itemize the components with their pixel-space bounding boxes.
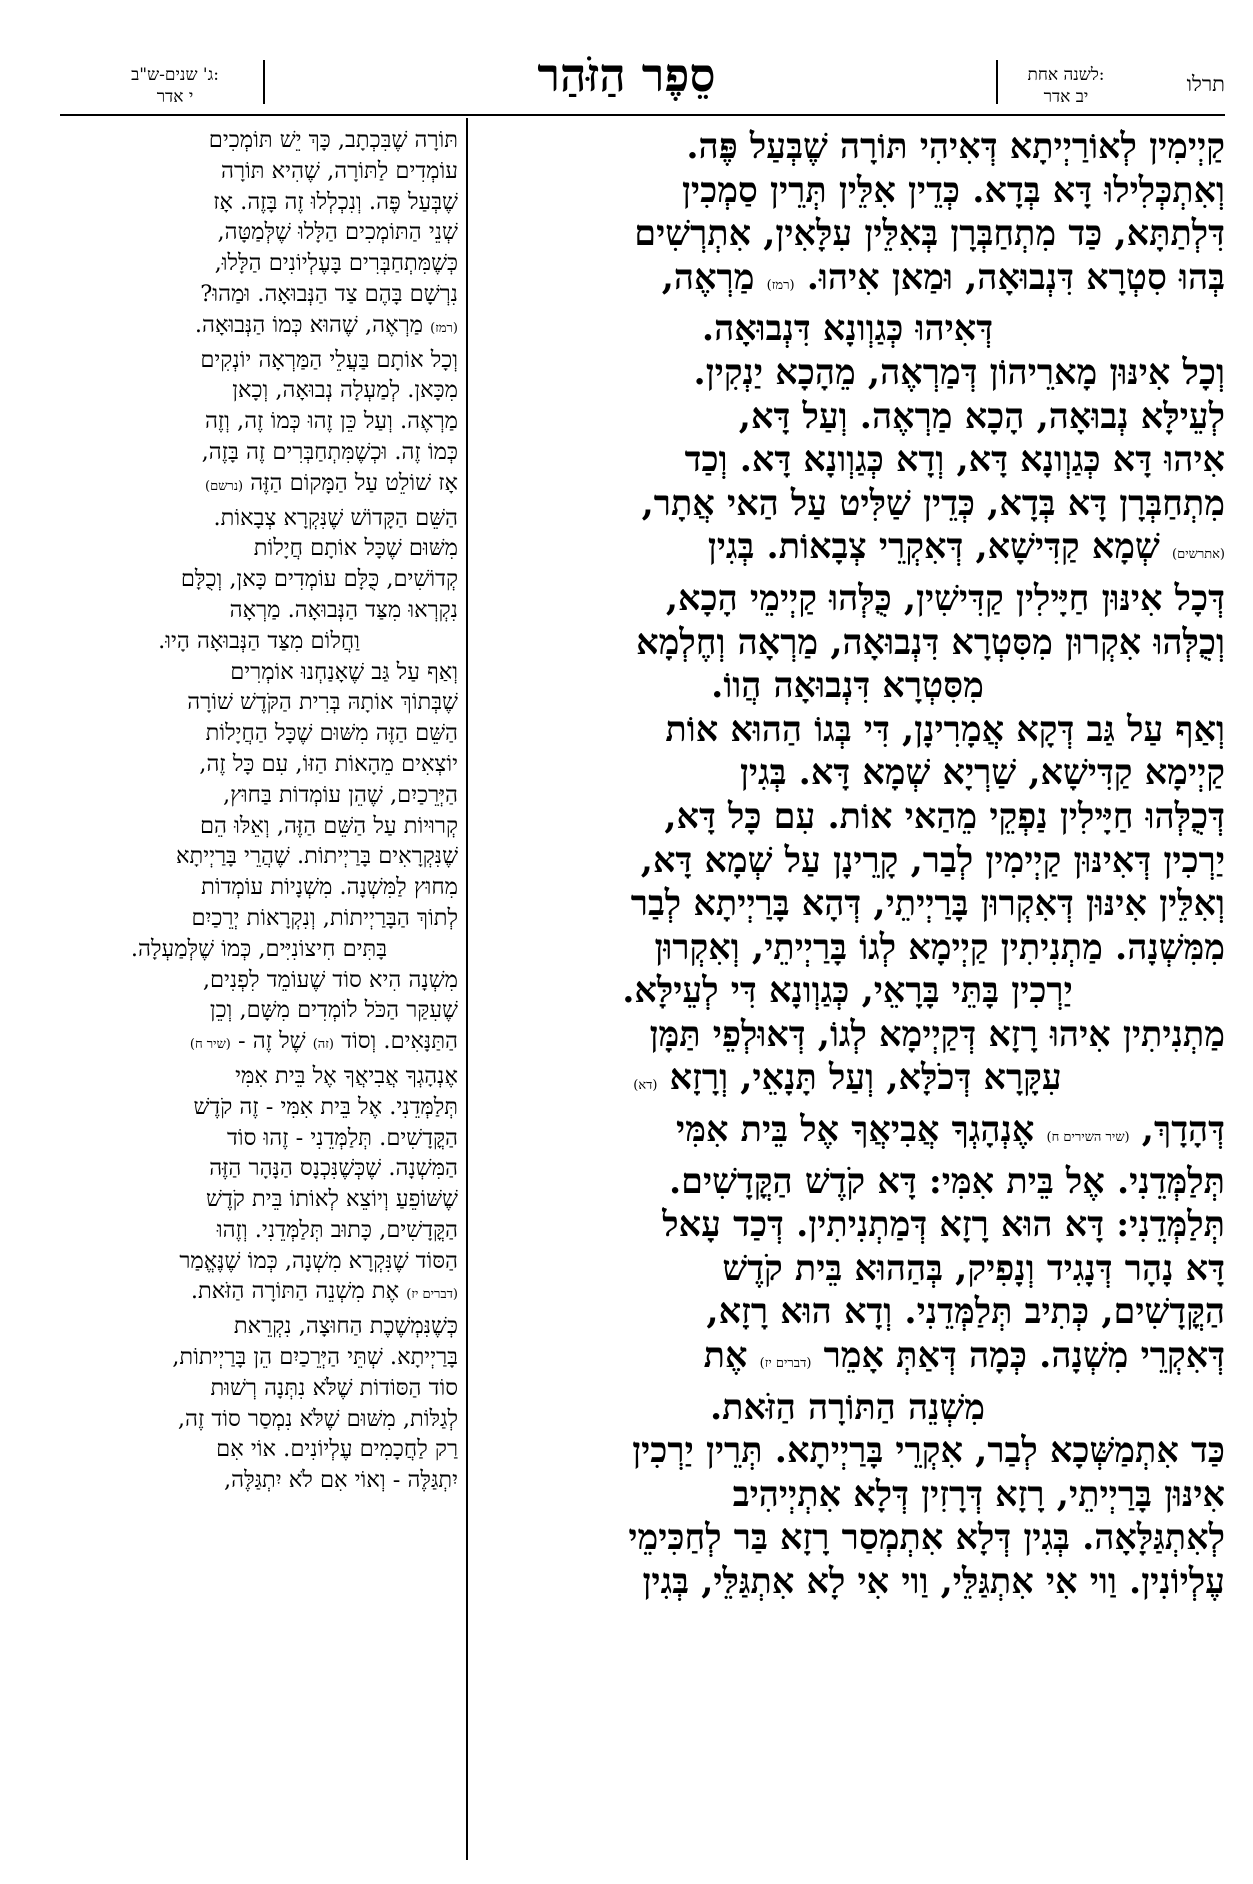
aramaic-text-line: מִשְׁנֵה הַתּוֹרָה הַזֹּאת. <box>709 1386 986 1428</box>
hebrew-text-line: שֶׁבְּתוֹךְ אוֹתָהּ בְּרִית הַקֹּדֶשׁ שׁוֹרָה <box>187 689 458 716</box>
header-divider-left <box>263 60 265 104</box>
hebrew-text-line: (רמז) מַרְאֶה, שֶׁהוּא כְּמוֹ הַנְּבוּאָה. <box>194 311 458 338</box>
aramaic-text-line: יַרְכִין דְּאִינּוּן קַיְימִין לְבַר, קָרֵינָן עַל שְׁמָא דָּא, <box>640 839 1225 881</box>
aramaic-text-line: מִתְחַבְּרָן דָּא בְּדָא, כְּדֵין שַׁלִּיט עַל הַאי אֲתָר, <box>641 482 1225 524</box>
aramaic-text-line: מִסִּטְרָא דִּנְבוּאָה הֲווֹ. <box>711 665 984 707</box>
hebrew-text-line: מַרְאֶה. וְעַל כֵּן זֶהוּ כְּמוֹ זֶה, וְזֶה <box>204 408 458 435</box>
reading-schedule-three-years-label: ג' שנים-ש"ב: <box>131 65 219 85</box>
hebrew-translation-column <box>60 125 458 1855</box>
aramaic-text-line: עִקָּרָא דְּכֹלָּא, וְעַל תָּנָאֵי, וְרָזָא (דא) <box>633 1057 1062 1099</box>
aramaic-text-line: אִינּוּן בָּרַיְיתֵי, רָזָא דְּרָזִין דְּלָא אִתְיְיהִיב <box>732 1473 1225 1515</box>
aramaic-text-line: לְאִתְגַּלָּאָה. בְּגִין דְּלָא אִתְמְסַר רָזָא בַּר לְחַכִּימֵי <box>628 1517 1225 1559</box>
aramaic-text-line: (אתרשים) שְׁמָא קַדִּישָׁא, דְּאִקְרֵי צְבָאוֹת. בְּגִין <box>707 526 1225 568</box>
source-reference: (זה) <box>312 1037 334 1053</box>
aramaic-text-line: תְּלַמְּדֵנִי: דָּא הוּא רָזָא דְּמַתְנִיתִין. דְּכַד עָאל <box>662 1204 1225 1246</box>
hebrew-text-line: הַקֳּדָשִׁים. תְּלַמְּדֵנִי - זֶהוּ סוֹד <box>226 1124 458 1151</box>
aramaic-text-line: תְּלַמְּדֵנִי. אֶל בֵּית אִמִּי: דָּא קֹדֶשׁ הַקֳּדָשִׁים. <box>668 1160 1225 1202</box>
hebrew-text-line: כְּמוֹ זֶה. וּכְשֶׁמִּתְחַבְּרִים זֶה בָּזֶה, <box>201 438 458 465</box>
aramaic-text-line: וְאִתְכְּלִילוּ דָּא בְּדָא. כְּדֵין אִלֵּין תְּרֵין סַמְכִין <box>681 169 1225 211</box>
aramaic-text-column <box>470 125 1225 1855</box>
reading-schedule-one-year-label: לשנה אחת: <box>1027 65 1105 85</box>
hebrew-text-line: הַקֳּדָשִׁים, כָּתוּב תְּלַמְּדֵנִי. וְזֶהוּ <box>216 1216 458 1243</box>
source-reference: (שיר ח) <box>189 1037 231 1053</box>
aramaic-text-line: וְכָל אִינּוּן מָארֵיהוֹן דְּמַרְאֶה, מֵהָכָא יַנְקִין. <box>693 351 1225 393</box>
hebrew-text-line: סוֹד הַסּוֹדוֹת שֶׁלֹּא נִתְּנָה רְשׁוּת <box>210 1374 458 1401</box>
hebrew-text-line: וַחֲלוֹם מִצַּד הַנְּבוּאָה הָיוּ. <box>158 627 360 654</box>
hebrew-text-line: אָז שׁוֹלֵט עַל הַמָּקוֹם הַזֶּה (נרשם) <box>205 469 458 496</box>
aramaic-text-line: כַּד אִתְמַשְּׁכָא לְבַר, אִקְרֵי בָּרַיְיתָא. תְּרֵין יַרְכִין <box>632 1430 1225 1472</box>
aramaic-text-line: דָּא נָהָר דְּנָגִיד וְנָפִיק, בְּהַהוּא בֵּית קֹדֶשׁ <box>722 1247 1225 1289</box>
aramaic-text-line: מִמִּשְׁנָה. מַתְנִיתִין קַיְימָא לְגוֹ בָּרַיְיתֵי, וְאִקְרוּן <box>654 926 1225 968</box>
aramaic-text-line: יַרְכִין בָּתֵּי בָּרָאֵי, כְּגַוְונָא דִּי לְעֵילָּא. <box>622 970 1073 1012</box>
hebrew-text-line: הַתַּנָּאִים. וְסוֹד (זה) שֶׁל זֶה - (שיר ח) <box>189 1028 458 1055</box>
page-number: תרלו <box>1186 72 1225 96</box>
hebrew-text-line: נִקְרְאוּ מִצַּד הַנְּבוּאָה. מַרְאָה <box>229 596 458 623</box>
hebrew-text-line: תּוֹרָה שֶׁבִּכְתָב, כָּךְ יֵשׁ תּוֹמְכִים <box>208 127 458 153</box>
hebrew-text-line: אֶנְהָגְךָ אֲבִיאֲךָ אֶל בֵּית אִמִּי <box>235 1062 458 1089</box>
aramaic-text-line: דְּהָדָךְ, (שיר השירים ח) אֶנְהָגְךָ אֲבִיאֲךָ אֶל בֵּית אִמִּי <box>676 1109 1225 1151</box>
hebrew-text-line: הַסּוֹד שֶׁנִּקְרָא מִשְׁנָה, כְּמוֹ שֶׁנֶּאֱמַר <box>179 1247 458 1274</box>
hebrew-text-line: בָּרַיְיתָא. שְׁתֵּי הַיְּרֵכַיִם הֵן בָּרַיְיתוֹת, <box>172 1344 458 1371</box>
reading-schedule-three-years-date: י אדר <box>156 87 194 107</box>
aramaic-text-line: וְאִלֵּין אִינּוּן דְּאִקְרוּן בָּרַיְיתֵי, דְּהָא בָּרַיְיתָא לְבַר <box>630 883 1225 925</box>
aramaic-text-line: קַיְימִין לְאוֹרַיְיתָא דְּאִיהִי תּוֹרָה שֶׁבְּעַל פֶּה. <box>686 126 1225 167</box>
header-divider-right <box>996 60 998 104</box>
source-reference: (נרשם) <box>205 478 244 494</box>
hebrew-text-line: שֶׁשּׁוֹפֵעַ וְיוֹצֵא לְאוֹתוֹ בֵּית קֹדֶשׁ <box>206 1186 458 1213</box>
hebrew-text-line: לְתוֹךְ הַבָּרַיְיתוֹת, וְנִקְרָאוֹת יְרֵכַיִם <box>191 904 458 931</box>
aramaic-text-line: עֶלְיוֹנִין. וַוי אִי אִתְגַּלֵּי, וַוי אִי לָא אִתְגַּלֵּי, בְּגִין <box>642 1561 1225 1602</box>
hebrew-text-line: מִחוּץ לַמִּשְׁנָה. מִשְׁנָיוֹת עוֹמְדוֹת <box>201 874 458 901</box>
hebrew-text-line: הַשֵּׁם הַזֶּה מִשּׁוּם שֶׁכָּל הַחֲיָלוֹת <box>205 720 458 747</box>
source-reference: (דא) <box>633 1078 658 1094</box>
hebrew-text-line: כְּשֶׁמִּתְחַבְּרִים בָּעֶלְיוֹנִים הַלָּלוּ, <box>214 250 458 277</box>
hebrew-text-line: שֶׁבְּעַל פֶּה. וְנִכְלְלוּ זֶה בָּזֶה. אָז <box>213 188 458 215</box>
hebrew-text-line: מִשְׁנָה הִיא סוֹד שֶׁעוֹמֵד לִפְנִים, <box>202 966 458 993</box>
hebrew-text-line: וְאַף עַל גַּב שֶׁאָנַחְנוּ אוֹמְרִים <box>230 658 458 685</box>
source-reference: (דברים יז) <box>759 1356 812 1372</box>
hebrew-text-line: קְדוֹשִׁים, כֻּלָּם עוֹמְדִים כָּאן, וְכֻלָּם <box>180 566 458 593</box>
hebrew-text-line: הַמִּשְׁנָה. שֶׁכְּשֶׁנִּכְנָס הַנָּהָר הַזֶּה <box>209 1155 458 1182</box>
aramaic-text-line: בְּהוּ סִטְרָא דִּנְבוּאָה, וּמַאן אִיהוּ. (רמז) מַרְאֶה, <box>661 256 1225 298</box>
aramaic-text-line: דְּכָל אִינּוּן חַיָּילִין קַדִּישִׁין, כֻּלְּהוּ קַיְימֵי הָכָא, <box>665 577 1225 619</box>
hebrew-text-line: הַיְּרֵכַיִם, שֶׁהֵן עוֹמְדוֹת בַּחוּץ, <box>223 781 458 808</box>
aramaic-text-line: הַקֳּדָשִׁים, כְּתִיב תְּלַמְּדֵנִי. וְדָא הוּא רָזָא, <box>706 1291 1225 1333</box>
hebrew-text-line: הַשֵּׁם הַקָּדוֹשׁ שֶׁנִּקְרָא צְבָאוֹת. <box>213 504 458 531</box>
aramaic-text-line: דְּאִיהוּ כְּגַוְונָא דִּנְבוּאָה. <box>701 308 994 350</box>
aramaic-text-line: דִּלְתַתָּא, כַּד מִתְחַבְּרָן בְּאִלֵּין עִלָּאִין, אִתְרְשִׁים <box>634 213 1225 255</box>
aramaic-text-line: קַיְימָא קַדִּישָׁא, שַׁרְיָא שְׁמָא דָּא. בְּגִין <box>739 752 1225 794</box>
hebrew-text-line: מִשּׁוּם שֶׁכָּל אוֹתָם חֲיָלוֹת <box>253 535 458 562</box>
source-reference: (שיר השירים ח) <box>1046 1130 1130 1146</box>
reading-schedule-three-years <box>90 64 260 108</box>
header-rule <box>60 114 1225 116</box>
hebrew-text-line: (דברים יז) אֶת מִשְׁנֵה הַתּוֹרָה הַזֹּאת. <box>190 1278 458 1305</box>
hebrew-text-line: בָּתִּים חִיצוֹנִיִּים, כְּמוֹ שֶׁלְּמַעְלָה. <box>130 935 388 962</box>
aramaic-text-line: דְּאִקְרֵי מִשְׁנָה. כְּמָה דְּאַתְּ אָמֵר (דברים יז) אֶת <box>703 1335 1225 1377</box>
hebrew-text-line: יוֹצְאִים מֵהָאוֹת הַזּוֹ, עִם כָּל זֶה, <box>199 750 458 777</box>
column-divider <box>466 118 468 1860</box>
aramaic-text-line: דְּכֻלְּהוּ חַיָּילִין נַפְקֵי מֵהַאי אוֹת. עִם כָּל דָּא, <box>664 795 1225 837</box>
source-reference: (דברים יז) <box>406 1287 458 1303</box>
source-reference: (אתרשים) <box>1172 547 1225 563</box>
page-header <box>0 0 1253 118</box>
hebrew-text-line: עוֹמְדִים לַתּוֹרָה, שֶׁהִיא תּוֹרָה <box>221 157 458 184</box>
hebrew-text-line: וְכָל אוֹתָם בַּעֲלֵי הַמַּרְאָה יוֹנְקִים <box>200 346 458 373</box>
hebrew-text-line: שֶׁנִּקְרָאִים בָּרַיְיתוֹת. שֶׁהֲרֵי בָּרַיְיתָא <box>175 843 458 870</box>
hebrew-text-line: רַק לַחֲכָמִים עֶלְיוֹנִים. אוֹי אִם <box>216 1436 458 1463</box>
hebrew-text-line: שֶׁעִקַּר הַכֹּל לוֹמְדִים מִשָּׁם, וְכֵן <box>209 997 458 1024</box>
source-reference: (רמז) <box>766 277 795 293</box>
hebrew-text-line: מִכָּאן. לְמַעְלָה נְבוּאָה, וְכָאן <box>232 377 458 404</box>
hebrew-text-line: תְּלַמְּדֵנִי. אֶל בֵּית אִמִּי - זֶה קֹדֶשׁ <box>193 1093 458 1120</box>
hebrew-text-line: לְגַלּוֹת, מִשּׁוּם שֶׁלֹּא נִמְסַר סוֹד זֶה, <box>177 1405 458 1432</box>
aramaic-text-line: מַתְנִיתִין אִיהוּ רָזָא דְּקַיְימָא לְגוֹ, דְּאוּלְפֵי תַּמָּן <box>649 1013 1225 1055</box>
aramaic-text-line: אִיהוּ דָּא כְּגַוְונָא דָּא, וְדָא כְּגַוְונָא דָּא. וְכַד <box>684 439 1225 481</box>
aramaic-text-line: לְעֵילָּא נְבוּאָה, הָכָא מַרְאֶה. וְעַל דָּא, <box>738 395 1225 437</box>
aramaic-text-line: וְכֻלְּהוּ אִקְרוּן מִסִּטְרָא דִּנְבוּאָה, מַרְאָה וְחֶלְמָא <box>636 621 1225 663</box>
hebrew-text-line: יִתְגַּלֶּה - וְאוֹי אִם לֹא יִתְגַּלֶּה, <box>223 1467 458 1494</box>
hebrew-text-line: נִרְשָׁם בָּהֶם צַד הַנְּבוּאָה. וּמַהוּ? <box>200 280 458 307</box>
book-title: סֵפֶר הַזֹּהַר <box>537 48 716 102</box>
source-reference: (רמז) <box>430 320 458 336</box>
reading-schedule-one-year-date: יב אדר <box>1043 87 1089 107</box>
aramaic-text-line: וְאַף עַל גַּב דְּקָא אֲמָרִינָן, דִּי בְּגוֹ הַהוּא אוֹת <box>665 708 1225 750</box>
hebrew-text-line: שְׁנֵי הַתּוֹמְכִים הַלָּלוּ שֶׁלְּמַטָּה, <box>217 219 458 246</box>
hebrew-text-line: קְרוּיוֹת עַל הַשֵּׁם הַזֶּה, וְאֵלּוּ הֵם <box>200 812 458 839</box>
hebrew-text-line: כְּשֶׁנִּמְשֶׁכֶת הַחוּצָה, נִקְרֵאת <box>233 1313 458 1340</box>
